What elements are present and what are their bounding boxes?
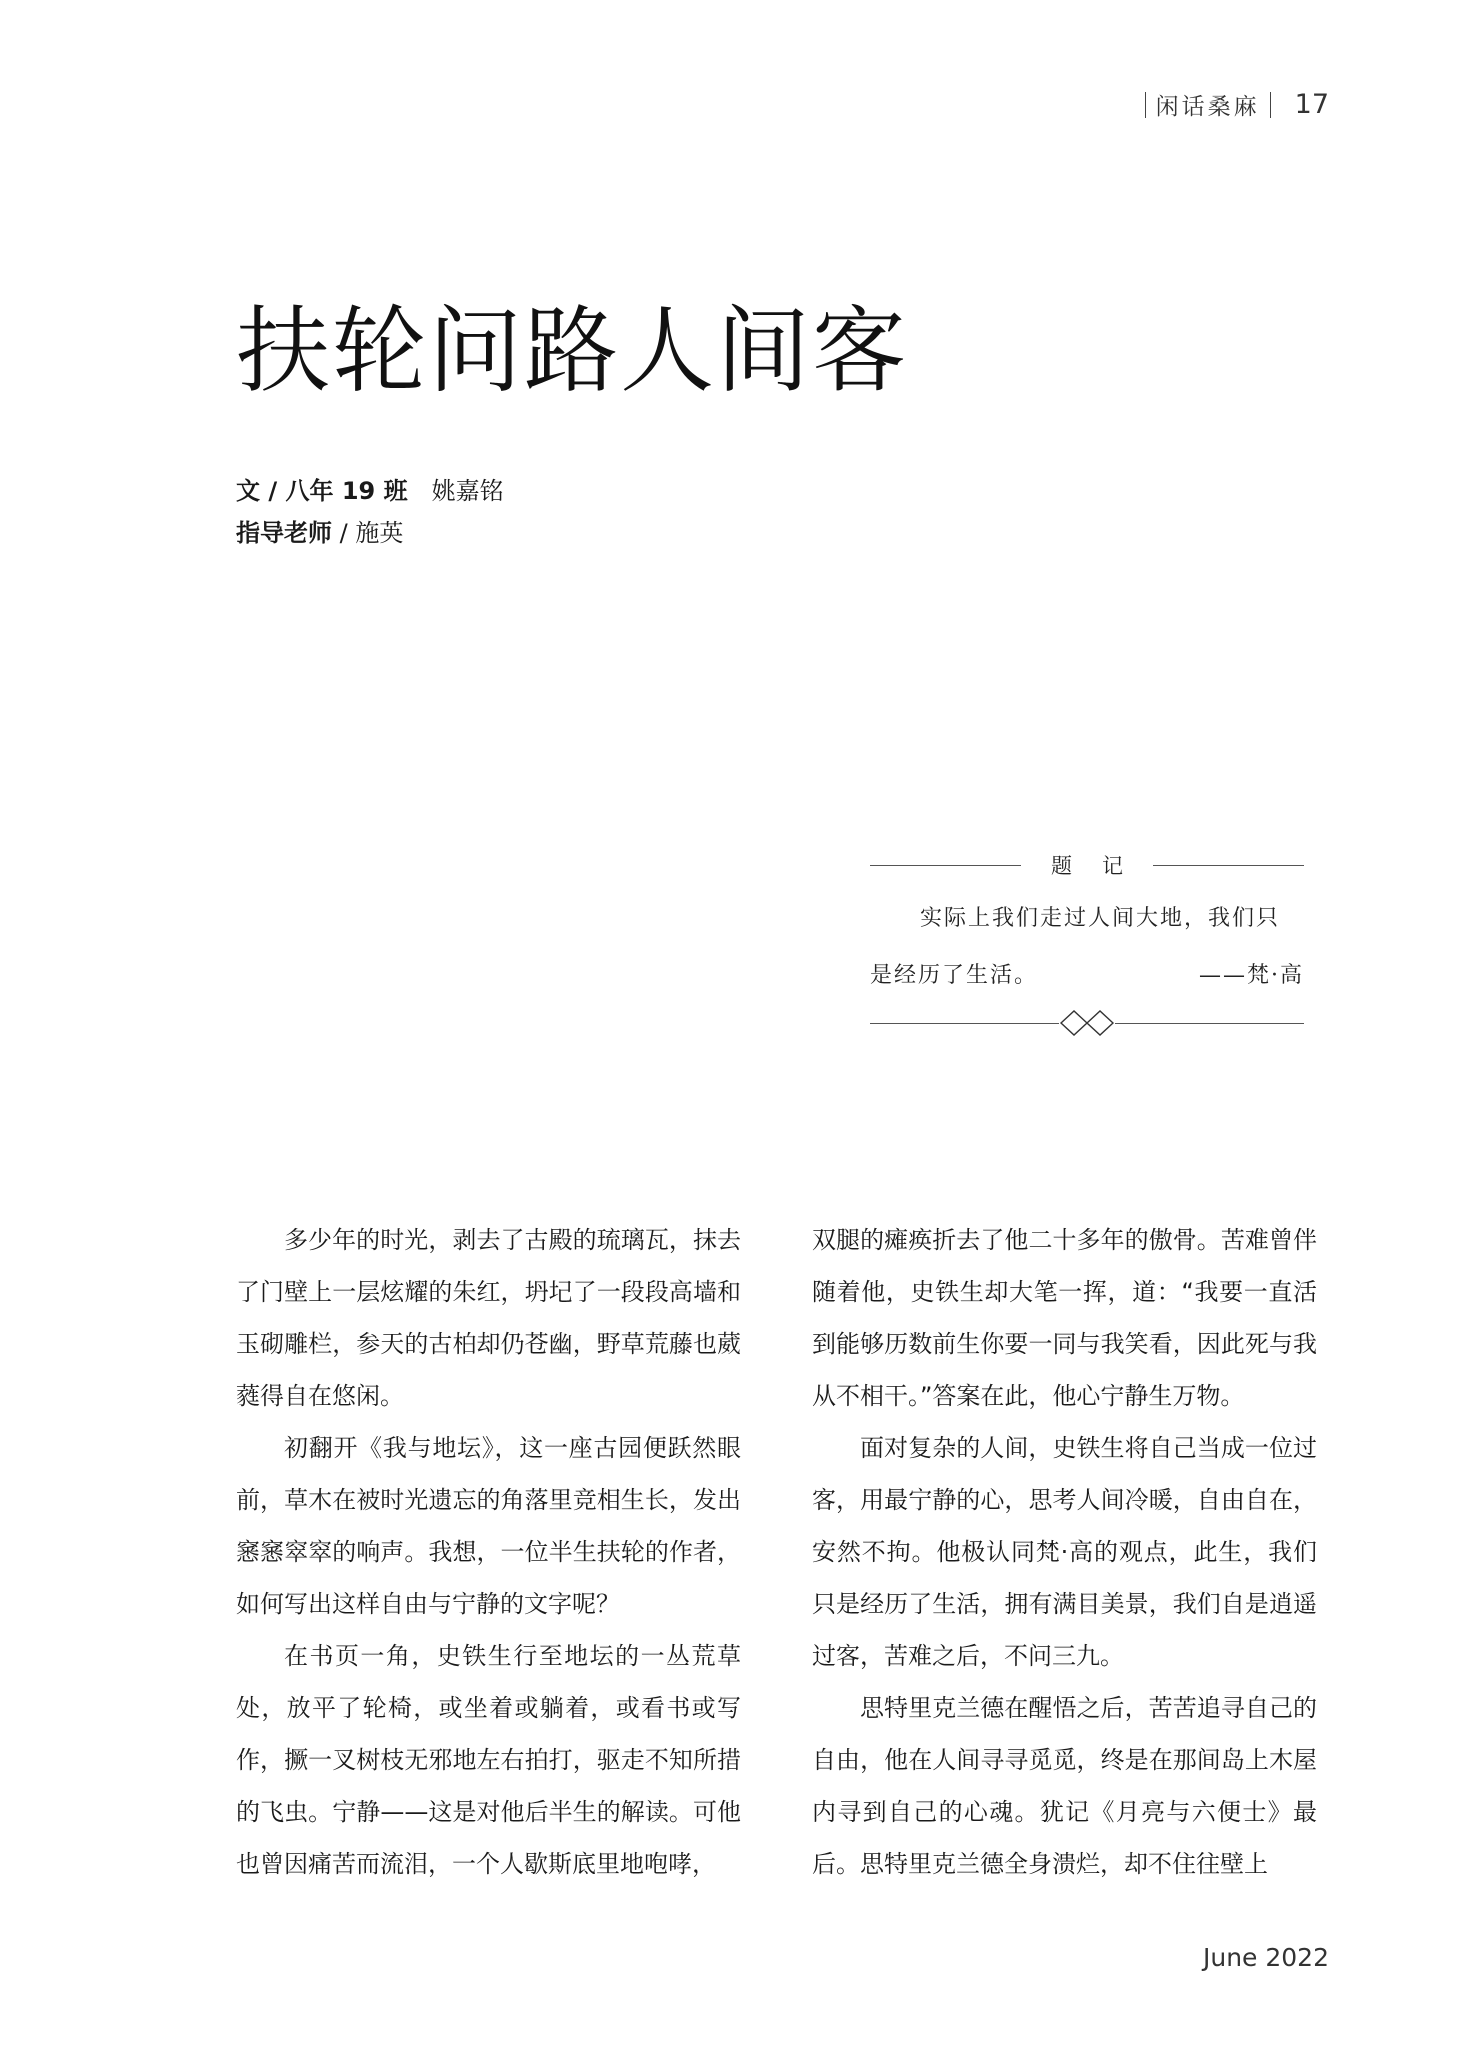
epigraph-rule-left (870, 865, 1021, 866)
advisor-line (236, 512, 504, 554)
issue-date: June 2022 (1202, 1943, 1329, 1972)
section-name: 闲话桑麻 (1155, 94, 1260, 120)
author-prefix: 文 / 八年 19 班 (236, 477, 408, 505)
double-diamond-icon (1059, 1010, 1115, 1036)
epigraph-line-1: 实际上我们走过人间大地，我们只 (920, 906, 1281, 931)
paragraph: 多少年的时光，剥去了古殿的琉璃瓦，抹去了门壁上一层炫耀的朱红，坍圮了一段段高墙和玉砌雕栏，参天的古柏却仍苍幽，野草荒藤也葳蕤得自在悠闲。 (236, 1226, 741, 1410)
author-line (236, 470, 504, 512)
paragraph-continuation: 双腿的瘫痪折去了他二十多年的傲骨。苦难曾伴随着他，史铁生却大笔一挥，道：“我要一直活到能够历数前生你要一同与我笑看，因此死与我从不相干。”答案在此，他心宁静生万物。 (812, 1226, 1317, 1410)
body-column-left (236, 1214, 741, 1890)
running-header (1135, 88, 1329, 121)
epigraph-footer-rule-right (1115, 1023, 1304, 1024)
paragraph: 面对复杂的人间，史铁生将自己当成一位过客，用最宁静的心，思考人间冷暖，自由自在，安然不拘。他极认同梵·高的观点，此生，我们只是经历了生活，拥有满目美景，我们自是逍遥过客，苦难之后，不问三九。 (812, 1434, 1317, 1670)
header-divider-right (1270, 92, 1271, 118)
epigraph-footer (870, 1010, 1304, 1036)
article-title: 扶轮问路人间客 (236, 297, 909, 406)
epigraph-rule-right (1153, 865, 1304, 866)
epigraph-line-2: 是经历了生活。 (870, 963, 1039, 988)
epigraph-quote (870, 890, 1304, 1004)
epigraph-footer-rule-left (870, 1023, 1059, 1024)
epigraph-label: 题记 (1051, 854, 1153, 878)
advisor-prefix: 指导老师 (236, 519, 332, 547)
byline (236, 470, 504, 554)
body-column-right (812, 1214, 1317, 1890)
header-divider-left (1145, 92, 1146, 118)
paragraph: 初翻开《我与地坛》，这一座古园便跃然眼前，草木在被时光遗忘的角落里竞相生长，发出窸窸窣窣的响声。我想，一位半生扶轮的作者，如何写出这样自由与宁静的文字呢？ (236, 1434, 741, 1618)
epigraph-attribution: ——梵·高 (1199, 963, 1304, 988)
epigraph-header (870, 850, 1304, 880)
advisor-name: / 施英 (339, 519, 404, 547)
paragraph: 在书页一角，史铁生行至地坛的一丛荒草处，放平了轮椅，或坐着或躺着，或看书或写作，撅一叉树枝无邪地左右拍打，驱走不知所措的飞虫。宁静——这是对他后半生的解读。可他也曾因痛苦而流泪，一个人歇斯底里地咆哮， (236, 1642, 741, 1878)
author-name: 姚嘉铭 (431, 477, 504, 505)
epigraph-line-2-row (870, 947, 1304, 1004)
page-number: 17 (1294, 89, 1329, 120)
paragraph: 思特里克兰德在醒悟之后，苦苦追寻自己的自由，他在人间寻寻觅觅，终是在那间岛上木屋内寻到自己的心魂。犹记《月亮与六便士》最后。思特里克兰德全身溃烂，却不住往壁上 (812, 1694, 1317, 1878)
epigraph-box (870, 850, 1304, 1036)
